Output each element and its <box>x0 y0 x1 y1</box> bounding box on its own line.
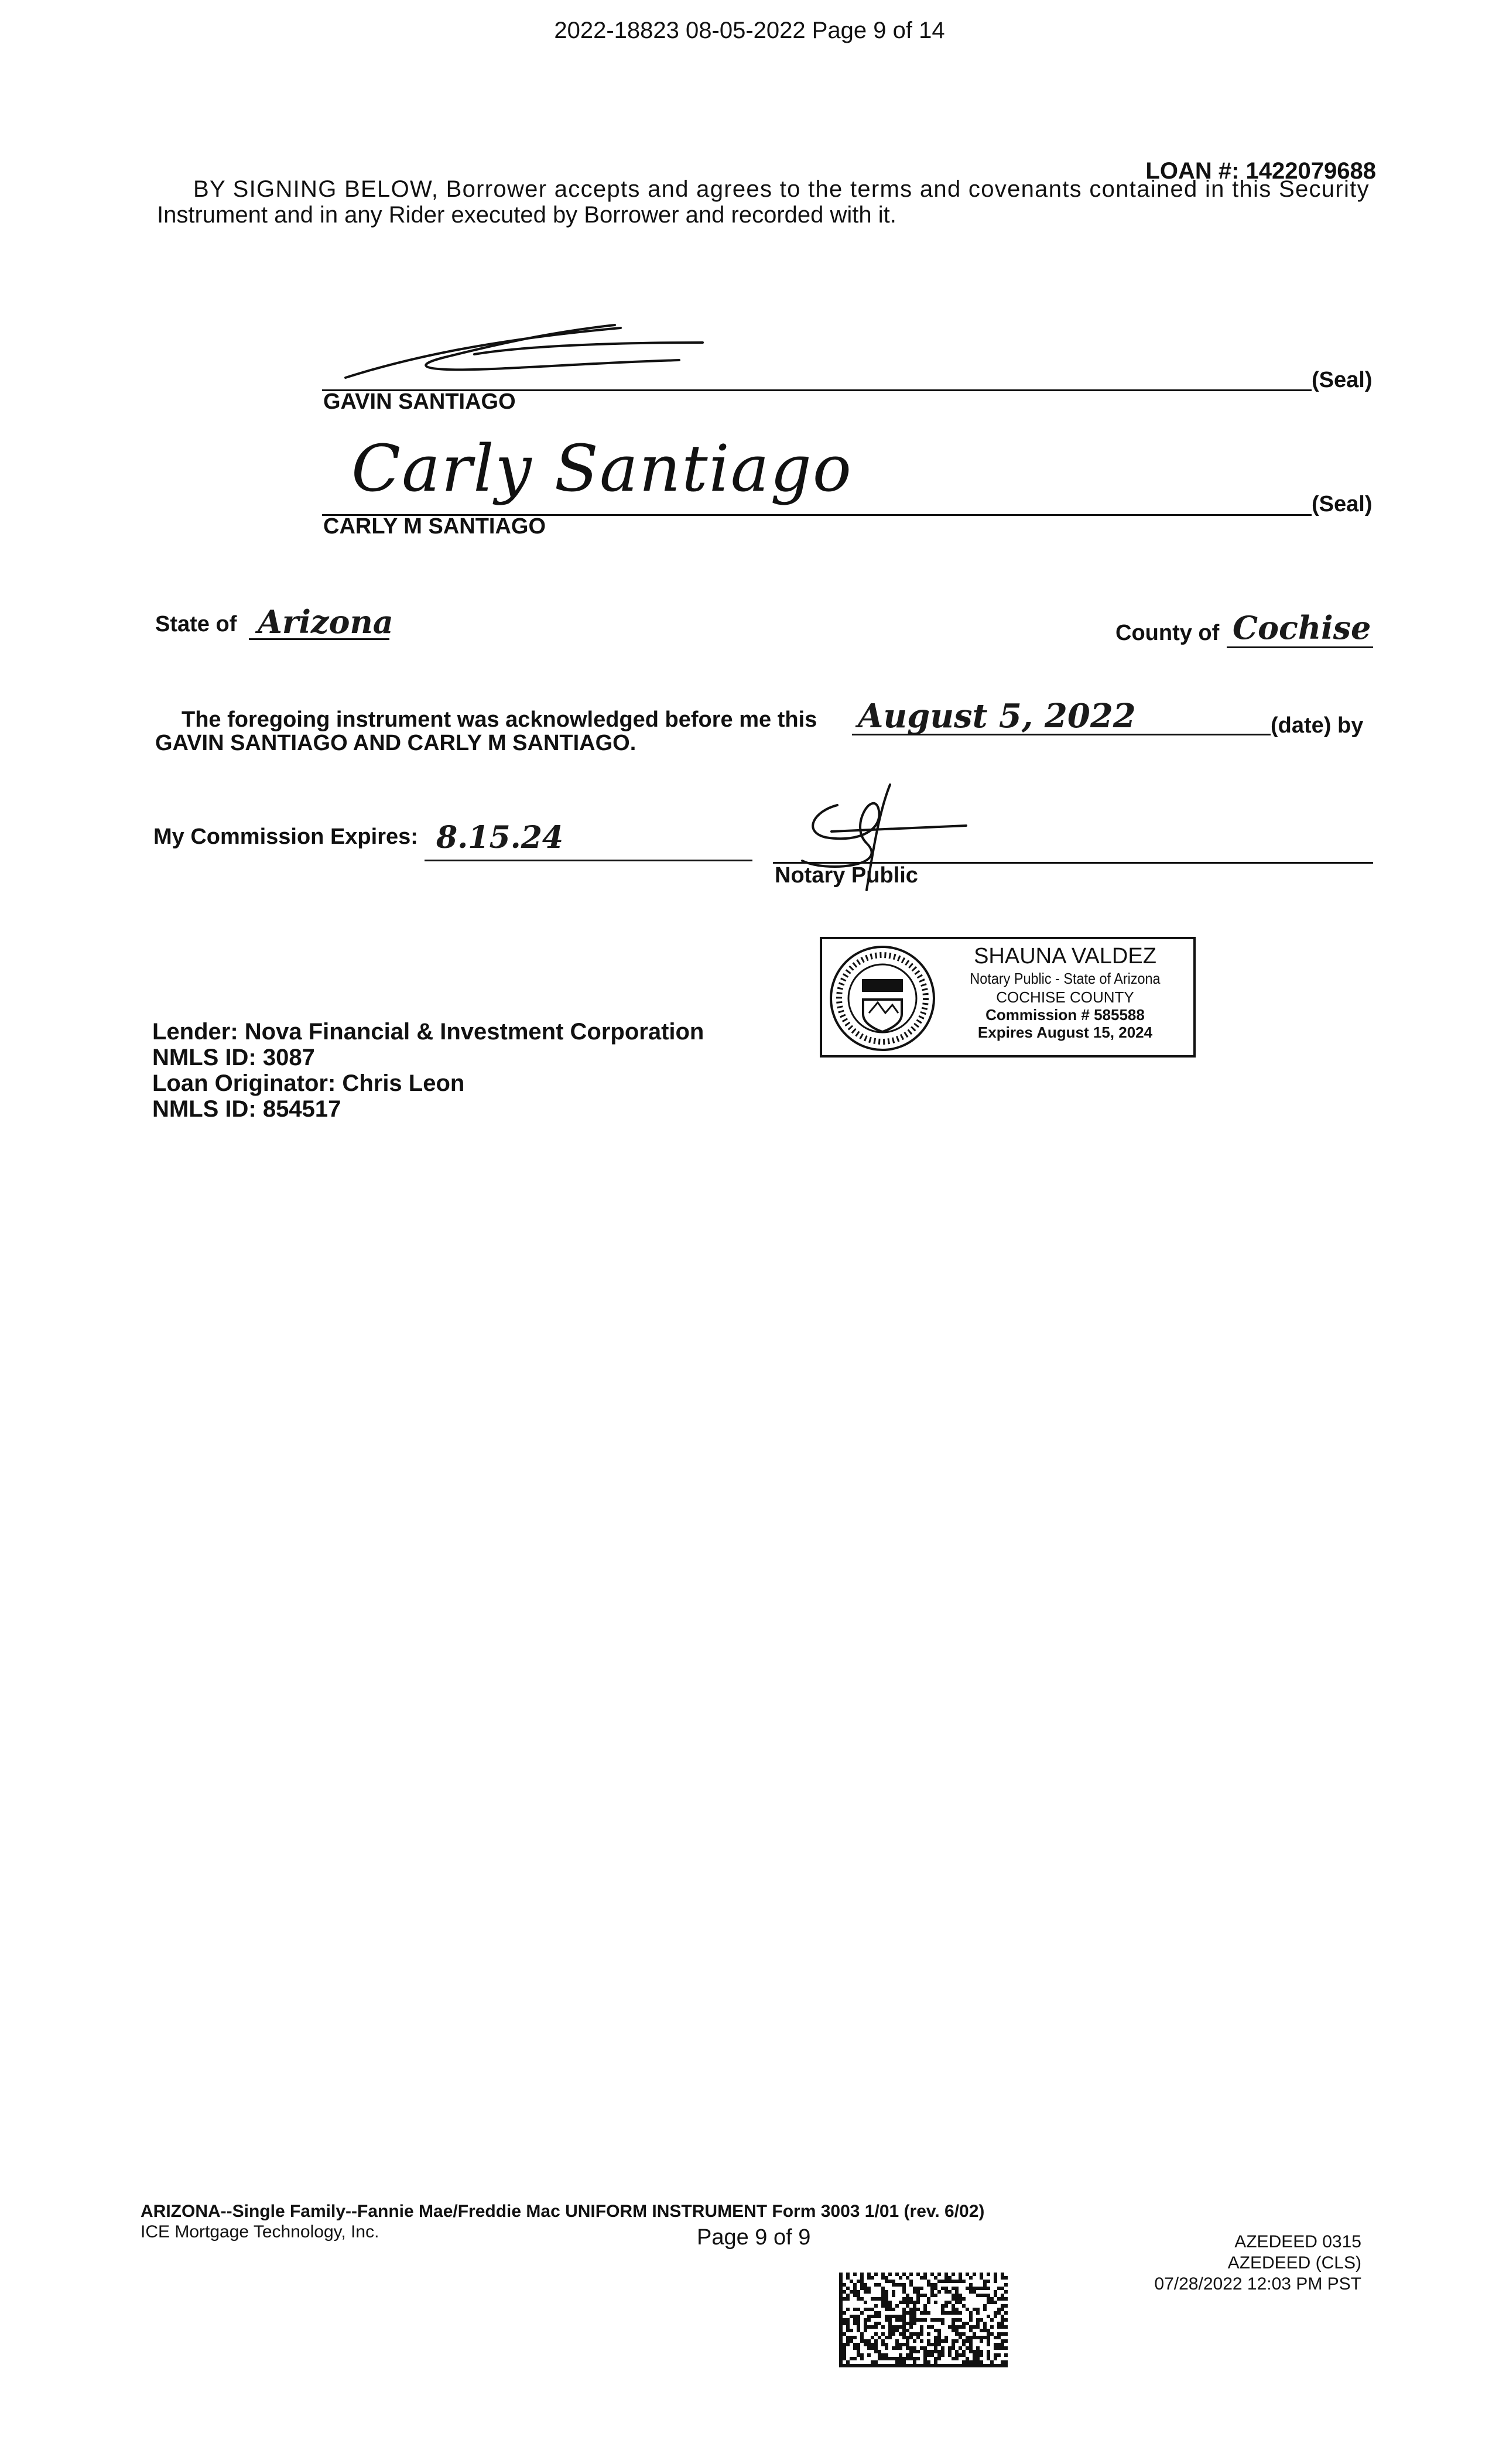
stamp-line-2: COCHISE COUNTY <box>996 988 1134 1006</box>
state-label: State of <box>155 612 237 636</box>
signer-name-2: CARLY M SANTIAGO <box>323 514 546 539</box>
seal-label-1: (Seal) <box>1312 368 1373 392</box>
ack-names: GAVIN SANTIAGO AND CARLY M SANTIAGO. <box>155 731 636 755</box>
county-value: Cochise <box>1233 609 1371 646</box>
footer-page: Page 9 of 9 <box>697 2225 811 2250</box>
state-line <box>249 638 389 640</box>
seal-label-2: (Seal) <box>1312 492 1373 516</box>
notary-public-label: Notary Public <box>775 863 918 888</box>
originator-nmls: NMLS ID: 854517 <box>152 1096 341 1122</box>
loan-number: LOAN #: 1422079688 <box>1145 158 1376 184</box>
lender-name: Lender: Nova Financial & Investment Corporation <box>152 1019 704 1045</box>
ack-text: The foregoing instrument was acknowledged before me this <box>182 707 817 732</box>
footer-code-1: AZEDEED 0315 <box>1234 2232 1361 2251</box>
arizona-seal-icon <box>828 944 937 1053</box>
footer-code-2: AZEDEED (CLS) <box>1227 2253 1361 2273</box>
signer-name-1: GAVIN SANTIAGO <box>323 389 516 414</box>
commission-value: 8.15.24 <box>436 820 564 855</box>
state-value: Arizona <box>258 603 393 641</box>
notary-stamp <box>820 937 1196 1058</box>
signature-carly: Carly Santiago <box>351 431 853 506</box>
barcode-icon <box>839 2272 1008 2368</box>
footer-timestamp: 07/28/2022 12:03 PM PST <box>1154 2274 1361 2294</box>
county-line <box>1227 646 1373 648</box>
intro-line-1: BY SIGNING BELOW, Borrower accepts and agrees to the terms and covenants contained in this Security <box>193 176 1370 202</box>
footer-company: ICE Mortgage Technology, Inc. <box>141 2222 379 2241</box>
stamp-line-4: Expires August 15, 2024 <box>977 1024 1153 1041</box>
ack-date: August 5, 2022 <box>858 697 1136 735</box>
stamp-notary-name: SHAUNA VALDEZ <box>974 944 1156 969</box>
commission-line <box>425 860 752 861</box>
commission-label: My Commission Expires: <box>153 824 418 849</box>
lender-nmls: NMLS ID: 3087 <box>152 1045 315 1070</box>
signature-gavin <box>340 316 714 386</box>
recording-header: 2022-18823 08-05-2022 Page 9 of 14 <box>554 18 945 43</box>
stamp-line-1: Notary Public - State of Arizona <box>970 970 1161 987</box>
ack-date-line <box>852 734 1271 735</box>
loan-originator: Loan Originator: Chris Leon <box>152 1070 465 1096</box>
stamp-line-3: Commission # 585588 <box>985 1006 1145 1024</box>
intro-line-2: Instrument and in any Rider executed by Borrower and recorded with it. <box>157 202 896 228</box>
date-by: (date) by <box>1271 713 1364 738</box>
county-label: County of <box>1115 621 1220 645</box>
footer-form-line: ARIZONA--Single Family--Fannie Mae/Freddie Mac UNIFORM INSTRUMENT Form 3003 1/01 (rev. 6/02) <box>141 2202 985 2221</box>
